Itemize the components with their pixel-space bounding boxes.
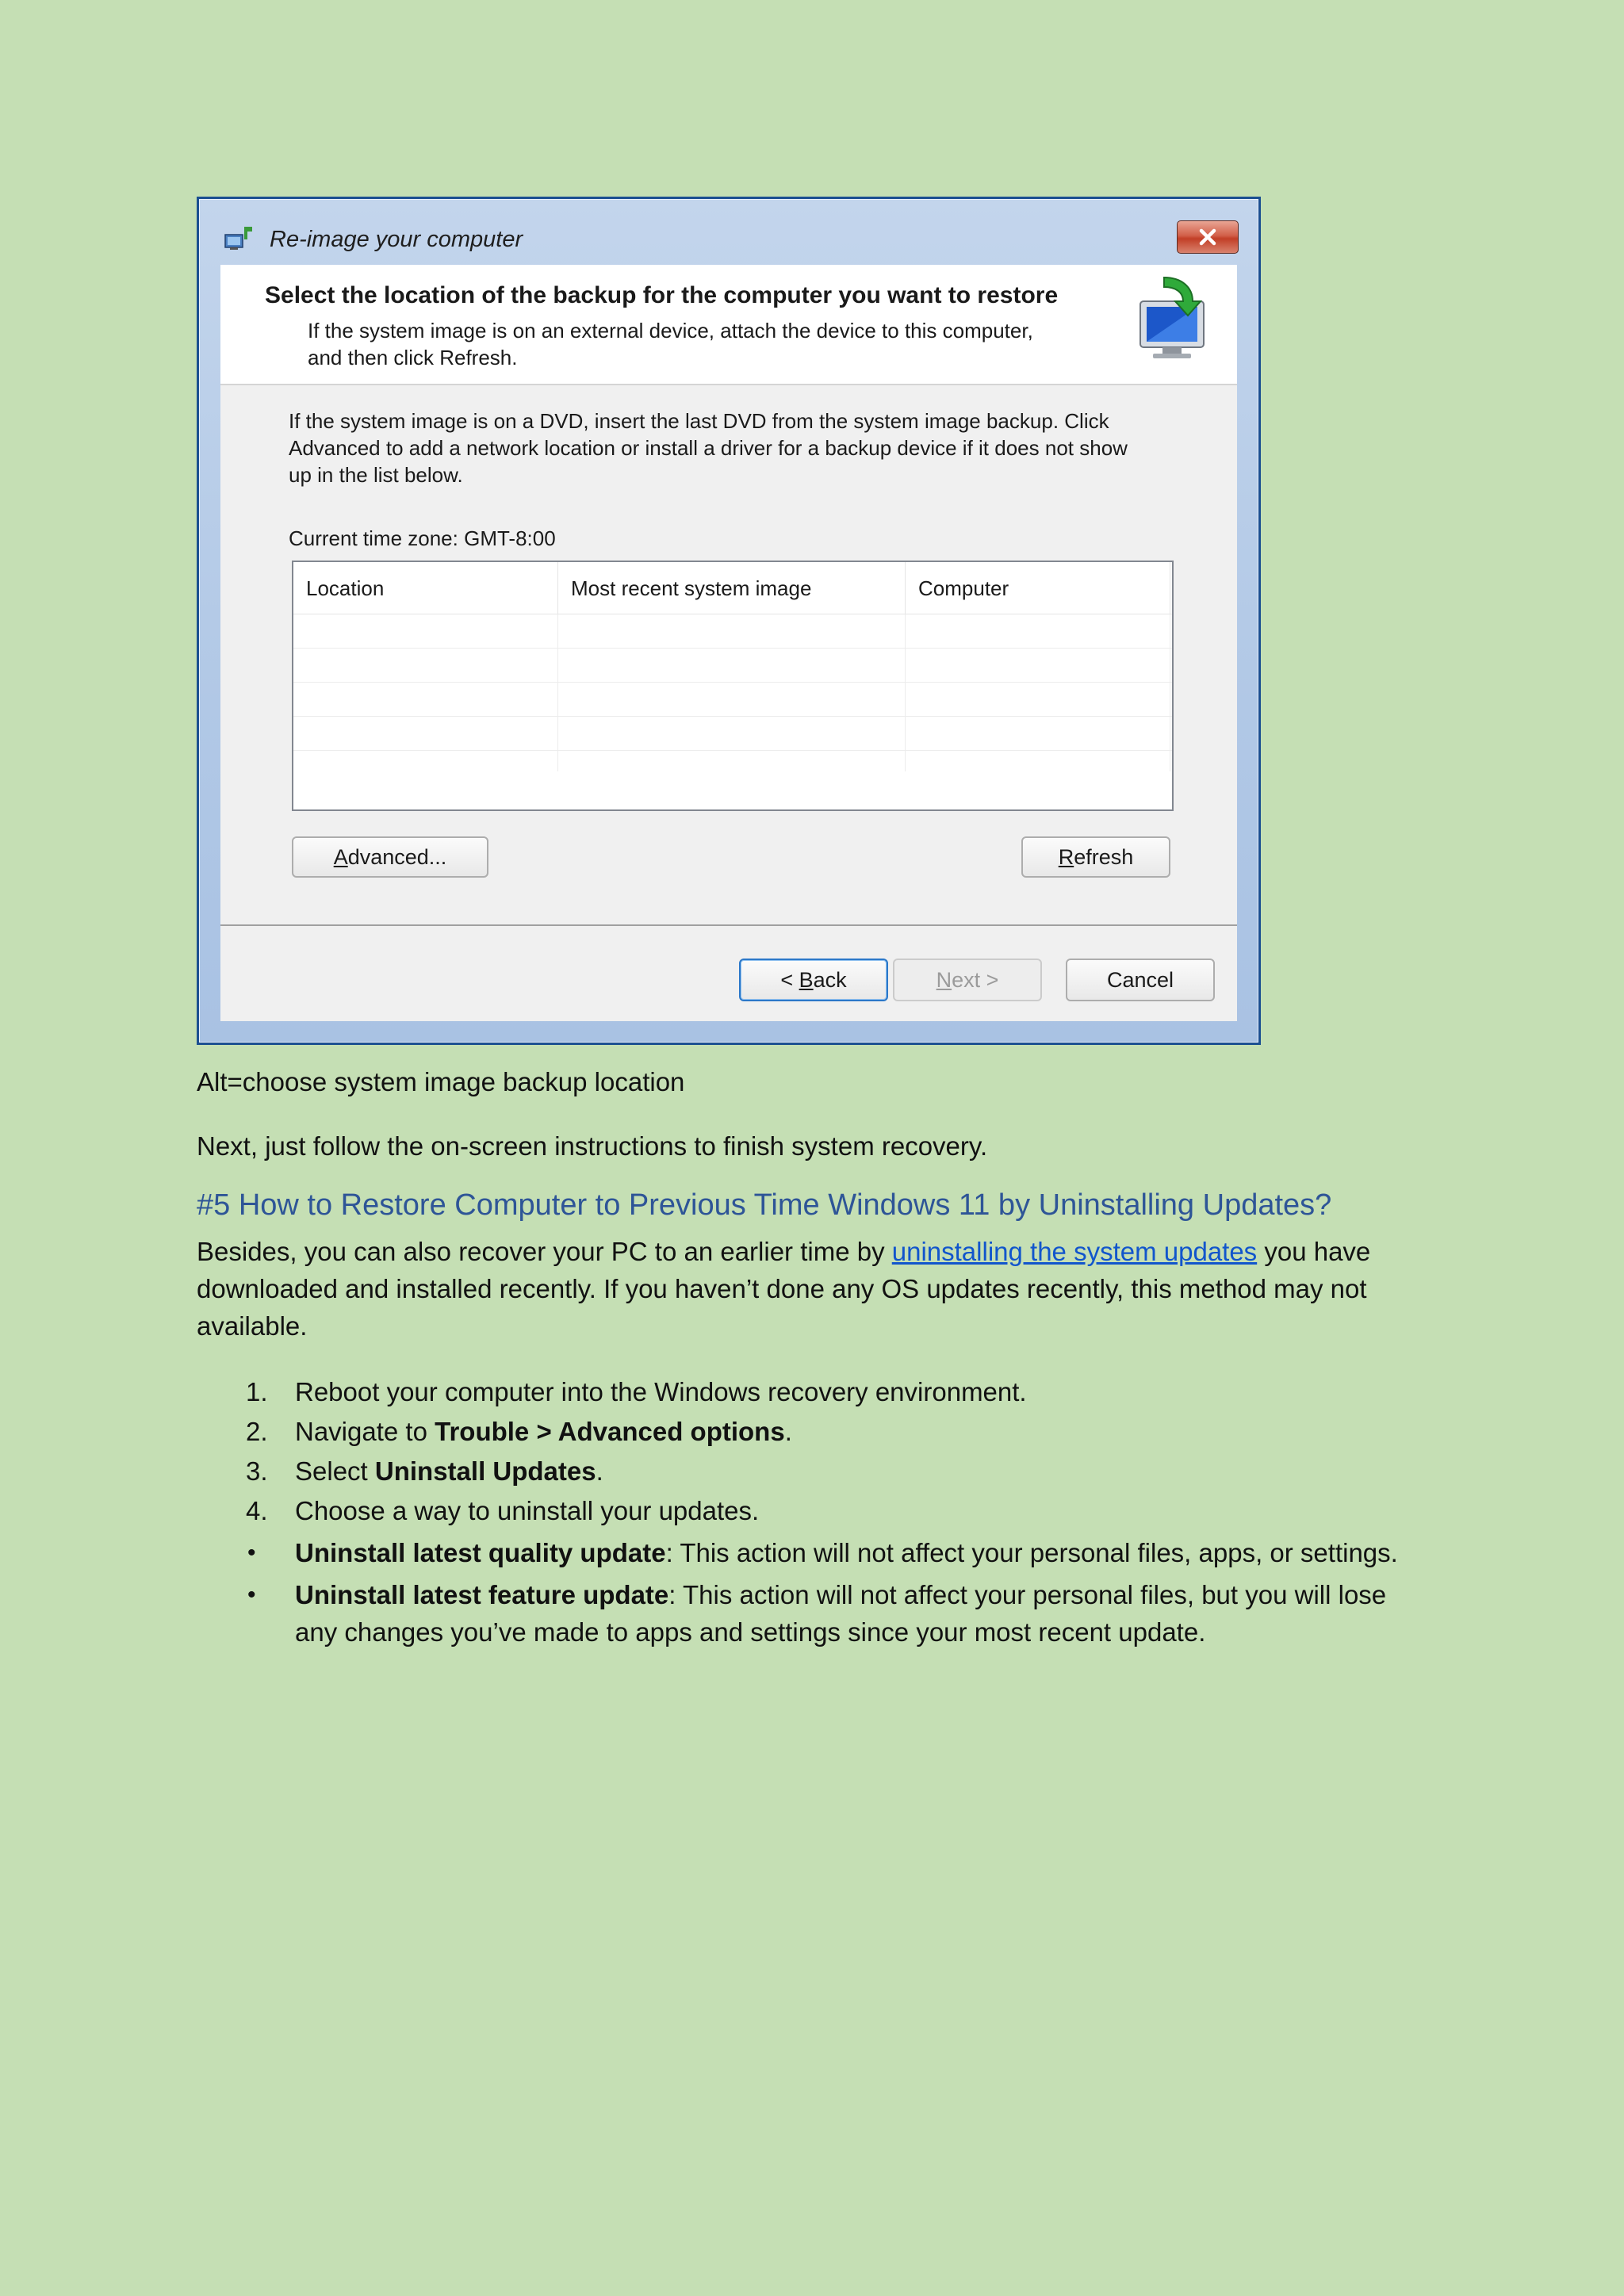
dialog-client-area [220,265,1237,1021]
column-header-computer[interactable]: Computer [906,562,1170,614]
close-button[interactable] [1177,220,1239,254]
list-item [197,1373,1434,1410]
step-emphasis: Uninstall Updates [374,1456,596,1486]
refresh-mnemonic: R [1058,844,1074,869]
step-number: 2. [246,1417,268,1446]
window-title: Re-image your computer [270,227,523,252]
dialog-header [220,265,1237,385]
table-cell [906,649,1170,682]
column-header-location[interactable]: Location [293,562,558,614]
column-header-recent-image[interactable]: Most recent system image [558,562,906,614]
next-mnemonic: N [936,967,952,992]
table-cell [558,751,906,771]
refresh-button[interactable] [1021,836,1170,878]
refresh-label: efresh [1074,844,1134,869]
timezone-label: Current time zone: GMT-8:00 [289,526,556,550]
table-row [293,717,1172,751]
list-header [293,562,1172,614]
step-text: Navigate to [295,1417,435,1446]
table-cell [558,717,906,750]
table-row [293,614,1172,649]
bullet-marker: • [247,1582,256,1608]
step-emphasis: Trouble > Advanced options [435,1417,785,1446]
option-name: Uninstall latest quality update [295,1538,666,1567]
table-cell [293,751,558,771]
header-description-line: and then click Refresh. [308,346,518,369]
next-button[interactable] [893,959,1042,1001]
backup-location-list[interactable] [292,561,1174,811]
advanced-button[interactable] [292,836,488,878]
step-text: . [784,1417,792,1446]
table-cell [293,649,558,682]
table-cell [293,717,558,750]
dialog-window [199,199,1258,1043]
list-item [197,1534,1434,1571]
image-caption: Alt=choose system image backup location [197,1067,685,1096]
table-row [293,649,1172,683]
table-cell [293,683,558,716]
title-bar [200,200,1258,265]
computer-restore-icon [1126,273,1218,365]
steps-list [197,1373,1434,1651]
option-name: Uninstall latest feature update [295,1580,669,1609]
cancel-button[interactable]: Cancel [1066,959,1215,1001]
backup-restore-icon [224,224,254,251]
intro-paragraph [197,1233,1434,1345]
back-prefix: < [780,967,799,992]
close-icon [1196,228,1220,247]
option-description: : This action will not affect your personal files, apps, or settings. [665,1538,1398,1567]
list-item [197,1576,1434,1651]
table-row [293,751,1172,771]
table-cell [558,683,906,716]
footer-separator [220,924,1237,926]
reimage-dialog-screenshot [197,197,1261,1045]
list-item [197,1452,1434,1490]
step-number: 1. [246,1377,268,1406]
list-item [197,1492,1434,1529]
instructions-line: Advanced to add a network location or install a driver for a backup device if it does not show [289,436,1128,460]
article-body [197,1066,1434,1653]
next-label: ext > [952,967,999,992]
back-button[interactable] [739,959,888,1001]
table-row [293,683,1172,717]
back-mnemonic: B [799,967,814,992]
table-cell [906,751,1170,771]
advanced-label: dvanced... [347,844,447,869]
table-cell [906,683,1170,716]
instructions-text [289,408,1201,488]
step-number: 3. [246,1456,268,1486]
header-description [308,317,1101,371]
step-text: Select [295,1456,375,1486]
table-cell [293,614,558,648]
header-description-line: If the system image is on an external device, attach the device to this computer, [308,319,1033,342]
advanced-mnemonic: A [333,844,348,869]
bullet-marker: • [247,1540,256,1566]
step-text: Choose a way to uninstall your updates. [295,1496,760,1525]
instructions-line: up in the list below. [289,463,463,487]
step-text: Reboot your computer into the Windows recovery environment. [295,1377,1027,1406]
uninstall-updates-link[interactable]: uninstalling the system updates [891,1237,1258,1266]
step-text: . [596,1456,603,1486]
option-description: : This action will not affect your personal files, but you will lose any changes you’ve made to apps and settings since your most recent update. [295,1580,1387,1647]
back-label: ack [813,967,847,992]
table-cell [558,614,906,648]
table-cell [906,614,1170,648]
intro-text: you have downloaded and installed recently. If you haven’t done any OS updates recently, this method may not available. [197,1237,1371,1341]
section-heading: #5 How to Restore Computer to Previous Time Windows 11 by Uninstalling Updates? [197,1188,1332,1222]
step-number: 4. [246,1496,268,1525]
main-instruction: Select the location of the backup for the computer you want to restore [265,282,1059,308]
instructions-line: If the system image is on a DVD, insert the last DVD from the system image backup. Click [289,409,1109,433]
list-item [197,1413,1434,1450]
table-cell [558,649,906,682]
next-paragraph: Next, just follow the on-screen instructions to finish system recovery. [197,1131,988,1161]
table-cell [906,717,1170,750]
intro-text: Besides, you can also recover your PC to an earlier time by [197,1237,892,1266]
